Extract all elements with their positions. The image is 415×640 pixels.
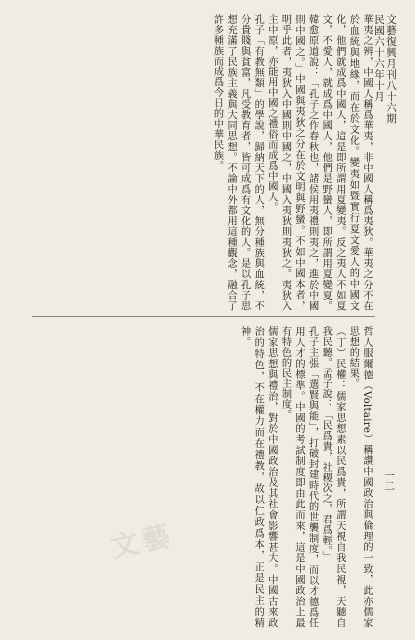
journal-title: 文藝復興月刊八十六期 — [385, 14, 397, 124]
top-paragraph: 華夷之辨，中國人稱爲華夷，非中國人稱爲夷狄。華夷之分不在於血統與地緣，而在於文化。變夷如暨實行夏文愛人的中國文化，他們就成爲中國人，這是即所謂用夏變夷。反之夷人不如夏文，不愛人，就成爲中國人，他們是野蠻人，即所謂用夏變夏。韓愈原道說：「孔子之作春秋也，諸侯用夷禮則夷之，進於中國則中國之。」中國與夷狄之分在於文明與野蠻。不如中國本者，明乎此者，夷狄入中國則中國之，中國入夷狄則夷狄之。夷狄入主中原，亦能用中國之禮俗而成爲中國人。 — [265, 14, 372, 311]
bottom-text-block — [33, 326, 373, 628]
bottom-paragraph: 哲人服爾德（Voltaire）稱讚中國政治與倫理的一致，此亦儒家思想的結果。 — [347, 326, 372, 628]
bottom-paragraph: （丁）民權：儒家思想素以民爲貴，所謂天視自我民視，天聽自我民聽。孟子說：「民爲貴，社稷次之，君爲輕。」 — [320, 326, 345, 628]
top-paragraph: 孔子「有教無類」的學說，歸納天下的人，無分種族與血統，不分貴賤與貧富，凡受教育者，皆可成爲有文化的人。是以孔子思想充滿了民族主義與大同思想。不論中外都用這種觀念，融合了許多種族而成爲今日的中華民族。 — [211, 14, 264, 311]
issue-date: 民國六十六年十月 — [373, 14, 385, 102]
bottom-paragraph: 儒家思想與禮治，對於中國政治及其社會影響甚大。中國古來政治的特色，不在權力而在禮教，故以仁政爲本，正是民主的精神。 — [238, 326, 277, 628]
watermark: 文藝 — [107, 518, 178, 565]
top-text-block — [41, 14, 373, 311]
page-number: 一二 — [383, 470, 395, 491]
page-header — [373, 14, 397, 124]
section-divider — [32, 316, 375, 317]
bottom-paragraph: 孔子主張「選賢與能」，打破封建時代的世襲制度，而以才德爲任用人才的標準。中國的考試制度即由此而來，這是中國政治上最有特色的民主制度。 — [279, 326, 318, 628]
